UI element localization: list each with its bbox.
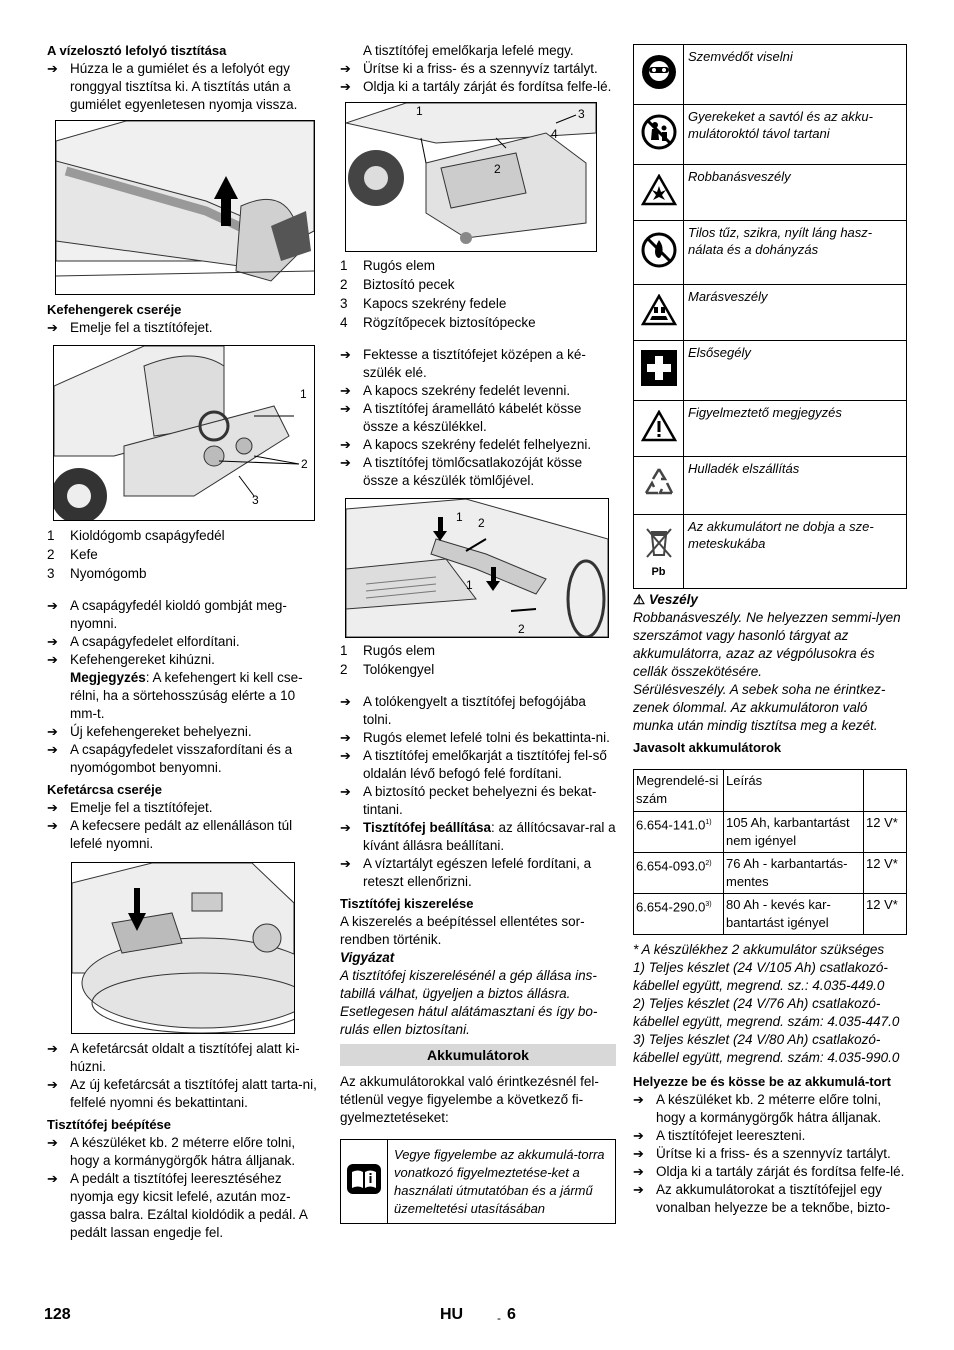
arrow-icon: ➔ <box>47 1171 58 1186</box>
arrow-icon: ➔ <box>47 61 58 76</box>
step: ➔ A pedált a tisztítófej leeresztéséhez nyomja egy kicsit lefelé, azután moz-gassa balra. Ezáltal kioldódik a pedál. A pedált lassan engedje fel. <box>47 1171 308 1240</box>
eye-protection-icon <box>641 54 677 90</box>
footnote: 1) Teljes készlet (24 V/105 Ah) csatlakozó-kábellel együtt, megrend. sz.: 4.035-449.0 <box>633 960 888 993</box>
arrow-icon: ➔ <box>47 800 58 815</box>
corrosive-icon <box>641 294 677 326</box>
step: ➔ Oldja ki a tartály zárját és fordítsa felfe-lé. <box>340 79 612 94</box>
language-code: HU <box>440 1306 464 1323</box>
figure-disc <box>71 862 295 1034</box>
step: ➔ Az új kefetárcsát a tisztítófej alatt tarta-ni, felfelé nyomni és bekattintani. <box>47 1077 317 1110</box>
arrow-icon: ➔ <box>633 1128 644 1143</box>
step: ➔ Emelje fel a tisztítófejet. <box>47 800 213 815</box>
footer-separator: - <box>497 1311 501 1325</box>
callout-label: 2 <box>494 162 501 176</box>
symbol-row: Robbanásveszély <box>634 165 907 221</box>
step: ➔ A víztartályt egészen lefelé fordítani, a reteszt ellenőrizni. <box>340 856 592 889</box>
recycling-icon <box>641 466 677 500</box>
first-aid-icon <box>641 350 677 386</box>
callout-label: 1 <box>456 510 463 524</box>
step: ➔ A készüléket kb. 2 méterre előre tolni, hogy a kormánygörgők hátra álljanak. <box>633 1092 882 1125</box>
step: ➔ Új kefehengereket behelyezni. <box>47 724 252 739</box>
arrow-icon: ➔ <box>633 1164 644 1179</box>
callout-label: 2 <box>478 516 485 530</box>
section-title-install: Tisztítófej beépítése <box>47 1117 172 1132</box>
column-3 <box>633 44 908 1217</box>
paragraph: Az akkumulátorokkal való érintkezésnél fel-tétlenül vegye figyelembe a következő fi-gyelmeztetéseket: <box>340 1074 599 1125</box>
arrow-icon: ➔ <box>340 748 351 763</box>
callout-label: 4 <box>551 127 558 141</box>
pb-label: Pb <box>651 566 666 578</box>
table-header: Megrendelé-si szám Leírás <box>634 770 907 812</box>
section-page-number: 6 <box>507 1306 516 1323</box>
safety-symbols-table <box>633 44 907 589</box>
step: ➔ A készüléket kb. 2 méterre előre tolni, hogy a kormánygörgők hátra álljanak. <box>47 1135 296 1168</box>
section-title-removal: Tisztítófej kiszerelése <box>340 896 474 911</box>
symbol-row: Marásveszély <box>634 285 907 341</box>
arrow-icon: ➔ <box>340 856 351 871</box>
step: ➔ A tisztítófejet leereszteni. <box>633 1128 806 1143</box>
callout-label: 2 <box>518 622 525 636</box>
callout-label: 1 <box>416 104 423 118</box>
legend-item: 3 Nyomógomb <box>47 566 147 581</box>
arrow-icon: ➔ <box>47 598 58 613</box>
danger-text: Sérülésveszély. A sebek soha ne érintkez-zenek ólommal. Az akkumulátoron való munka után mindig tisztítsa meg a kezét. <box>633 682 886 733</box>
note: Megjegyzés: A kefehengert ki kell cse-rélni, ha a sörtehosszúság elérte a 10 mm-t. <box>70 670 303 721</box>
symbol-row: Pb Az akkumulátort ne dobja a sze-meteskukába <box>634 515 907 589</box>
legend-item: 1 Rugós elem <box>340 258 436 273</box>
figure-drain <box>55 120 315 295</box>
caution-title: Vigyázat <box>340 950 395 965</box>
arrow-icon: ➔ <box>47 1041 58 1056</box>
arrow-icon: ➔ <box>340 730 351 745</box>
arrow-icon: ➔ <box>340 694 351 709</box>
legend-item: 1 Kioldógomb csapágyfedél <box>47 528 225 543</box>
read-manual-icon <box>347 1164 381 1194</box>
arrow-icon: ➔ <box>47 320 58 335</box>
arrow-icon: ➔ <box>47 1135 58 1150</box>
legend-head-mount <box>340 257 616 332</box>
no-bin-icon <box>641 525 677 561</box>
column-1 <box>47 42 322 1242</box>
arrow-icon: ➔ <box>47 818 58 833</box>
no-fire-icon <box>641 232 677 268</box>
symbol-row: Elsősegély <box>634 341 907 401</box>
arrow-icon: ➔ <box>340 784 351 799</box>
battery-table <box>633 769 907 935</box>
step-continuation: A tisztítófej emelőkarja lefelé megy. <box>363 43 574 58</box>
step: ➔ Ürítse ki a friss- és a szennyvíz tartályt. <box>633 1146 891 1161</box>
section-title-recommended: Javasolt akkumulátorok <box>633 740 782 755</box>
symbol-row: Gyerekeket a savtól és az akku-mulátoroktól távol tartani <box>634 105 907 165</box>
legend-item: 2 Biztosító pecek <box>340 277 455 292</box>
symbol-row: Szemvédőt viselni <box>634 45 907 105</box>
danger-text: Robbanásveszély. Ne helyezzen semmi-lyen szerszámot vagy hasonló tárgyat az akkumulátorra, azaz az végpólusokra és cellák összekötésére. <box>633 610 901 679</box>
section-title-roller: Kefehengerek cseréje <box>47 302 182 317</box>
table-row: 6.654-290.0$^{3)}$ 80 Ah - kevés kar-bantartást igényel 12 V* <box>634 894 907 935</box>
legend-item: 2 Tolókengyel <box>340 662 435 677</box>
step: ➔ A biztosító pecket behelyezni és bekat-tintani. <box>340 784 597 817</box>
step: ➔ A tisztítófej emelőkarját a tisztítófej fel-ső oldalán lévő befogó felé fordítani. <box>340 748 607 781</box>
arrow-icon: ➔ <box>340 347 351 362</box>
arrow-icon: ➔ <box>340 61 351 76</box>
step: ➔ A csapágyfedelet visszafordítani és a nyomógombot benyomni. <box>47 742 293 775</box>
arrow-icon: ➔ <box>47 1077 58 1092</box>
legend-item: 3 Kapocs szekrény fedele <box>340 296 507 311</box>
legend-roller <box>47 527 322 583</box>
footnotes <box>633 941 908 1067</box>
arrow-icon: ➔ <box>633 1146 644 1161</box>
step: ➔ A tolókengyelt a tisztítófej befogójába tolni. <box>340 694 586 727</box>
legend-item: 1 Rugós elem <box>340 643 436 658</box>
section-heading-batteries: Akkumulátorok <box>340 1044 616 1066</box>
arrow-icon: ➔ <box>47 634 58 649</box>
footnote: 3) Teljes készlet (24 V/80 Ah) csatlakozó-kábellel együtt, megrend. szám: 4.035-990.0 <box>633 1032 900 1065</box>
page-number: 128 <box>44 1306 71 1323</box>
step: ➔ A kapocs szekrény fedelét levenni. <box>340 383 571 398</box>
step: ➔ Emelje fel a tisztítófejet. <box>47 320 213 335</box>
section-title-drain: A vízelosztó lefolyó tisztítása <box>47 43 227 58</box>
warning-icon: ⚠ <box>633 592 646 607</box>
step: ➔ Tisztítófej beállítása: az állítócsavar-ral a kívánt állásra beállítani. <box>340 820 616 853</box>
keep-children-away-icon <box>641 114 677 150</box>
callout-label: 3 <box>578 107 585 121</box>
caution-text: A tisztítófej kiszerelésénél a gép állása ins-tabillá válhat, ügyeljen a biztos állásra. Esetlegesen hátul alátámasztani és így bo-rulás ellen biztosítani. <box>340 968 598 1037</box>
step: ➔ Kefehengereket kihúzni. <box>47 652 215 667</box>
table-row: 6.654-093.0$^{2)}$ 76 Ah - karbantartás-mentes 12 V* <box>634 853 907 894</box>
arrow-icon: ➔ <box>633 1092 644 1107</box>
callout-label: 3 <box>252 493 259 507</box>
callout-label: 2 <box>301 457 308 471</box>
step: ➔ Oldja ki a tartály zárját és fordítsa felfe-lé. <box>633 1164 905 1179</box>
table-row: 6.654-141.0$^{1)}$ 105 Ah, karbantartást nem igényel 12 V* <box>634 812 907 853</box>
figure-roller <box>53 345 315 521</box>
footnote: * A készülékhez 2 akkumulátor szükséges <box>633 942 885 957</box>
warning-icon <box>641 410 677 442</box>
arrow-icon: ➔ <box>340 820 351 835</box>
step: ➔ A kefecsere pedált az ellenálláson túl lefelé nyomni. <box>47 818 293 851</box>
column-2 <box>340 42 616 1224</box>
step: ➔ A kefetárcsát oldalt a tisztítófej alatt ki-húzni. <box>47 1041 300 1074</box>
section-title-insert-battery: Helyezze be és kösse be az akkumulá-tort <box>633 1074 891 1089</box>
figure-push-bracket <box>345 498 609 638</box>
arrow-icon: ➔ <box>633 1182 644 1197</box>
step: ➔ Fektesse a tisztítófejet középen a ké-szülék elé. <box>340 347 586 380</box>
step: ➔ Rugós elemet lefelé tolni és bekattinta-ni. <box>340 730 610 745</box>
paragraph: A kiszerelés a beépítéssel ellentétes sor-rendben történik. <box>340 914 585 947</box>
explosion-icon <box>641 174 677 206</box>
legend-push-bracket <box>340 642 616 679</box>
arrow-icon: ➔ <box>47 652 58 667</box>
battery-manual-box <box>340 1139 616 1224</box>
step: ➔ Az akkumulátorokat a tisztítófejjel egy vonalban helyezze be a teknőbe, bizto- <box>633 1182 891 1215</box>
step: ➔ A tisztítófej áramellátó kábelét kösse össze a készülékkel. <box>340 401 582 434</box>
section-title-disc: Kefetárcsa cseréje <box>47 782 162 797</box>
step: ➔ A tisztítófej tömlőcsatlakozóját kösse össze a készülék tömlőjével. <box>340 455 583 488</box>
footnote: 2) Teljes készlet (24 V/76 Ah) csatlakozó-kábellel együtt, megrend. szám: 4.035-447.0 <box>633 996 900 1029</box>
legend-item: 4 Rögzítőpecek biztosítópecke <box>340 315 536 330</box>
arrow-icon: ➔ <box>340 383 351 398</box>
step: ➔ A csapágyfedelet elfordítani. <box>47 634 240 649</box>
arrow-icon: ➔ <box>340 401 351 416</box>
arrow-icon: ➔ <box>340 437 351 452</box>
box-text: Vegye figyelembe az akkumulá-torra vonatkozó figyelmeztetése-ket a használati útmutatóban és a jármű üzemeltetési utasításában <box>388 1140 616 1224</box>
arrow-icon: ➔ <box>340 455 351 470</box>
arrow-icon: ➔ <box>47 724 58 739</box>
arrow-icon: ➔ <box>340 79 351 94</box>
symbol-row: Hulladék elszállítás <box>634 457 907 515</box>
step: ➔ A kapocs szekrény fedelét felhelyezni. <box>340 437 592 452</box>
symbol-row: Figyelmeztető megjegyzés <box>634 401 907 457</box>
step: ➔ Húzza le a gumiélet és a lefolyót egy ronggyal tisztítsa ki. A tisztítás után a gumiélet egyenletesen nyomja vissza. <box>47 61 298 112</box>
legend-item: 2 Kefe <box>47 547 98 562</box>
callout-label: 1 <box>300 387 307 401</box>
arrow-icon: ➔ <box>47 742 58 757</box>
danger-heading: ⚠ Veszély <box>633 592 698 607</box>
symbol-row: Tilos tűz, szikra, nyílt láng hasz-nálata és a dohányzás <box>634 221 907 285</box>
figure-head-mount <box>345 102 597 252</box>
step: ➔ A csapágyfedél kioldó gombját meg-nyomni. <box>47 598 287 631</box>
callout-label: 1 <box>466 578 473 592</box>
step: ➔ Ürítse ki a friss- és a szennyvíz tartályt. <box>340 61 598 76</box>
